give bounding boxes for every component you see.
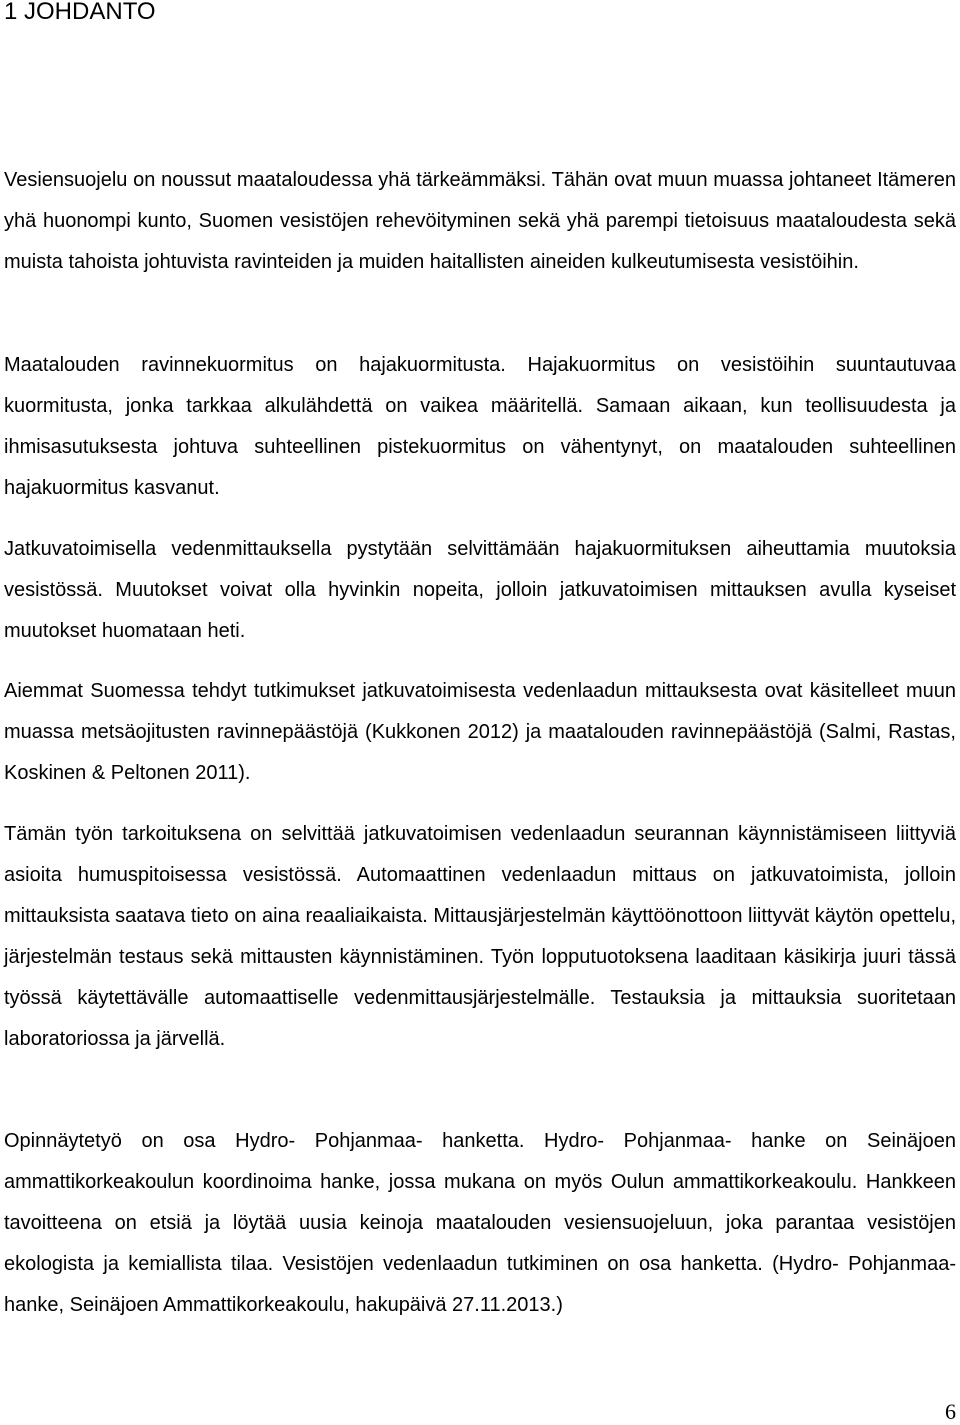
paragraph-continuous-measurement: Jatkuvatoimisella vedenmittauksella pystytään selvittämään hajakuormituksen aiheuttamia muutoksia vesistössä. Muutokset voivat olla hyvinkin nopeita, jolloin jatkuvatoimisen mittauksen avulla kyseiset muutokset huomataan heti. xyxy=(4,538,956,642)
paragraph-project: Opinnäytetyö on osa Hydro- Pohjanmaa- hanketta. Hydro- Pohjanmaa- hanke on Seinäjoen ammattikorkeakoulun koordinoima hanke, jossa mukana on myös Oulun ammattikorkeakoulu. Hankkeen tavoitteena on etsiä ja löytää uusia keinoja maatalouden vesiensuojeluun, joka parantaa vesistöjen ekologista ja kemiallista tilaa. Vesistöjen vedenlaadun tutkiminen on osa hanketta. (Hydro- Pohjanmaa- hanke, Seinäjoen Ammattikorkeakoulu, hakupäivä 27.11.2013.) xyxy=(4,1130,956,1316)
paragraph-nutrient-load: Maatalouden ravinnekuormitus on hajakuormitusta. Hajakuormitus on vesistöihin suuntautuvaa kuormitusta, jonka tarkkaa alkulähdettä on vaikea määritellä. Samaan aikaan, kun teollisuudesta ja ihmisasutuksesta johtuva suhteellinen pistekuormitus on vähentynyt, on maatalouden suhteellinen hajakuormitus kasvanut. xyxy=(4,354,956,499)
paragraph-previous-studies: Aiemmat Suomessa tehdyt tutkimukset jatkuvatoimisesta vedenlaadun mittauksesta ovat käsitelleet muun muassa metsäojitusten ravinnepäästöjä (Kukkonen 2012) ja maatalouden ravinnepäästöjä (Salmi, Rastas, Koskinen & Peltonen 2011). xyxy=(4,680,956,784)
paragraph-thesis-purpose: Tämän työn tarkoituksena on selvittää jatkuvatoimisen vedenlaadun seurannan käynnistämiseen liittyviä asioita humuspitoisessa vesistössä. Automaattinen vedenlaadun mittaus on jatkuvatoimista, jolloin mittauksista saatava tieto on aina reaaliaikaista. Mittausjärjestelmän käyttöönottoon liittyvät käytön opettelu, järjestelmän testaus sekä mittausten käynnistäminen. Työn lopputuotoksena laaditaan käsikirja juuri tässä työssä käytettävälle automaattiselle vedenmittausjärjestelmälle. Testauksia ja mittauksia suoritetaan laboratoriossa ja järvellä. xyxy=(4,823,956,1050)
page-number: 6 xyxy=(945,1399,956,1424)
chapter-heading: 1 JOHDANTO xyxy=(4,0,156,25)
paragraph-water-protection: Vesiensuojelu on noussut maataloudessa yhä tärkeämmäksi. Tähän ovat muun muassa johtaneet Itämeren yhä huonompi kunto, Suomen vesistöjen rehevöityminen sekä yhä parempi tietoisuus maataloudesta sekä muista tahoista johtuvista ravinteiden ja muiden haitallisten aineiden kulkeutumisesta vesistöihin. xyxy=(4,169,956,273)
